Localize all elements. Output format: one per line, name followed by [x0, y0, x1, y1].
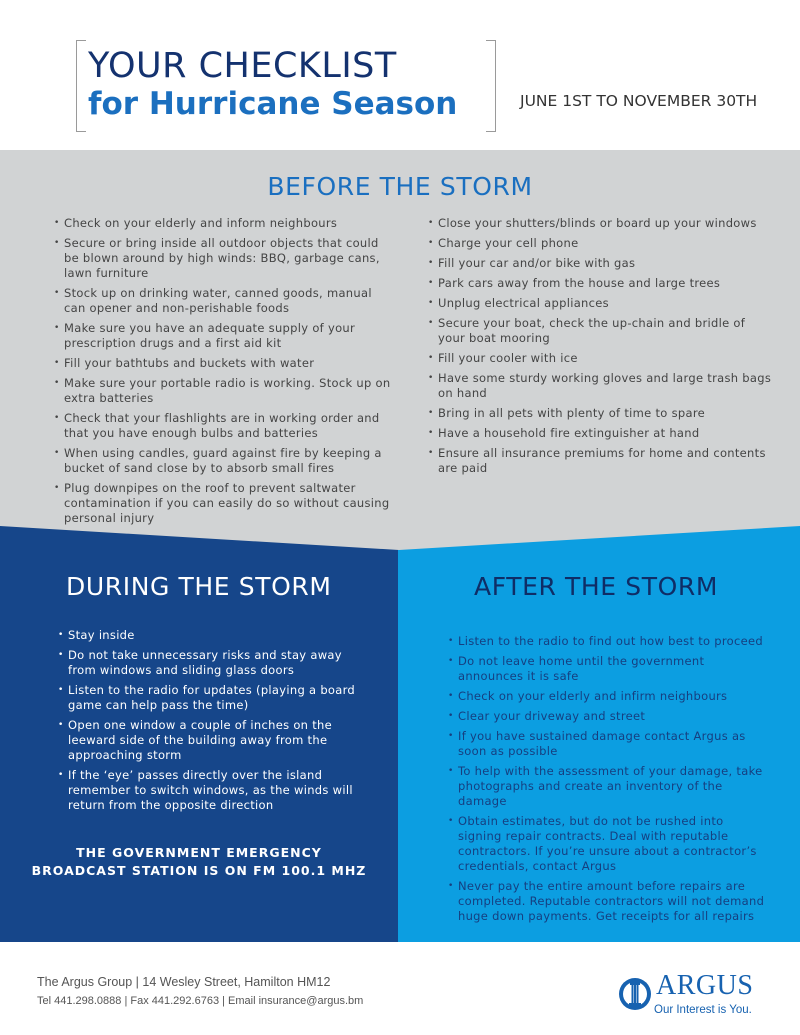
list-item: • Ensure all insurance premiums for home and contents are paid	[428, 446, 773, 476]
header	[0, 0, 800, 150]
during-section-title: DURING THE STORM	[66, 572, 332, 601]
footer-address: The Argus Group | 14 Wesley Street, Hamilton HM12	[37, 975, 331, 989]
title-bracket-left	[76, 40, 86, 132]
list-item: • Never pay the entire amount before repairs are completed. Reputable contractors will not demand huge down payments. Get receipts for all repairs	[448, 879, 768, 924]
argus-logo	[618, 970, 778, 1020]
list-item: • Make sure your portable radio is working. Stock up on extra batteries	[54, 376, 394, 406]
list-item: • Check that your flashlights are in working order and that you have enough bulbs and batteries	[54, 411, 394, 441]
before-left-list	[54, 216, 394, 531]
broadcast-line-1: THE GOVERNMENT EMERGENCY	[76, 845, 322, 860]
list-item: • Fill your car and/or bike with gas	[428, 256, 773, 271]
list-item: • Do not take unnecessary risks and stay away from windows and sliding glass doors	[58, 648, 358, 678]
list-item: • Do not leave home until the government announces it is safe	[448, 654, 768, 684]
list-item: • Stay inside	[58, 628, 358, 643]
before-right-list	[428, 216, 773, 481]
list-item: • Unplug electrical appliances	[428, 296, 773, 311]
page-title: YOUR CHECKLIST	[88, 46, 397, 86]
after-section-title: AFTER THE STORM	[474, 572, 718, 601]
during-list	[58, 628, 358, 818]
list-item: • Park cars away from the house and large trees	[428, 276, 773, 291]
list-item: • If you have sustained damage contact Argus as soon as possible	[448, 729, 768, 759]
title-bracket-right	[486, 40, 496, 132]
footer-contact: Tel 441.298.0888 | Fax 441.292.6763 | Email insurance@argus.bm	[37, 995, 364, 1007]
list-item: • Open one window a couple of inches on the leeward side of the building away from the approaching storm	[58, 718, 358, 763]
season-date-range: JUNE 1ST TO NOVEMBER 30TH	[520, 92, 758, 110]
list-item: • Check on your elderly and infirm neighbours	[448, 689, 768, 704]
list-item: • Listen to the radio for updates (playing a board game can help pass the time)	[58, 683, 358, 713]
list-item: • Close your shutters/blinds or board up your windows	[428, 216, 773, 231]
before-the-storm-section	[0, 150, 800, 526]
list-item: • Secure or bring inside all outdoor objects that could be blown around by high winds: BBQ, garbage cans, lawn furniture	[54, 236, 394, 281]
list-item: • Fill your bathtubs and buckets with water	[54, 356, 394, 371]
list-item: • Charge your cell phone	[428, 236, 773, 251]
list-item: • Check on your elderly and inform neighbours	[54, 216, 394, 231]
list-item: • Make sure you have an adequate supply of your prescription drugs and a first aid kit	[54, 321, 394, 351]
list-item: • When using candles, guard against fire by keeping a bucket of sand close by to absorb small fires	[54, 446, 394, 476]
after-the-storm-section	[398, 526, 800, 942]
title-box	[76, 40, 496, 132]
logo-name: ARGUS	[656, 970, 754, 1001]
list-item: • Fill your cooler with ice	[428, 351, 773, 366]
list-item: • To help with the assessment of your damage, take photographs and create an inventory of the damage	[448, 764, 768, 809]
logo-tagline: Our Interest is You.	[654, 1004, 752, 1016]
after-list	[448, 634, 768, 929]
list-item: • Secure your boat, check the up-chain and bridle of your boat mooring	[428, 316, 773, 346]
during-the-storm-section	[0, 526, 398, 942]
list-item: • Plug downpipes on the roof to prevent saltwater contamination if you can easily do so without causing personal injury	[54, 481, 394, 526]
list-item: • Stock up on drinking water, canned goods, manual can opener and non-perishable foods	[54, 286, 394, 316]
list-item: • Clear your driveway and street	[448, 709, 768, 724]
footer	[0, 942, 800, 1035]
list-item: • Have some sturdy working gloves and large trash bags on hand	[428, 371, 773, 401]
before-section-title: BEFORE THE STORM	[267, 172, 533, 201]
list-item: • Have a household fire extinguisher at hand	[428, 426, 773, 441]
list-item: • Obtain estimates, but do not be rushed into signing repair contracts. Deal with reputable contractors. If you’re unsure about a contractor’s credentials, contact Argus	[448, 814, 768, 874]
page-subtitle: for Hurricane Season	[88, 86, 458, 122]
broadcast-line-2: BROADCAST STATION IS ON FM 100.1 MHZ	[31, 863, 367, 878]
list-item: • Listen to the radio to find out how best to proceed	[448, 634, 768, 649]
argus-column-logo-icon	[618, 972, 652, 1016]
list-item: • Bring in all pets with plenty of time to spare	[428, 406, 773, 421]
broadcast-notice	[0, 844, 398, 880]
list-item: • If the ‘eye’ passes directly over the island remember to switch windows, as the winds will return from the opposite direction	[58, 768, 358, 813]
